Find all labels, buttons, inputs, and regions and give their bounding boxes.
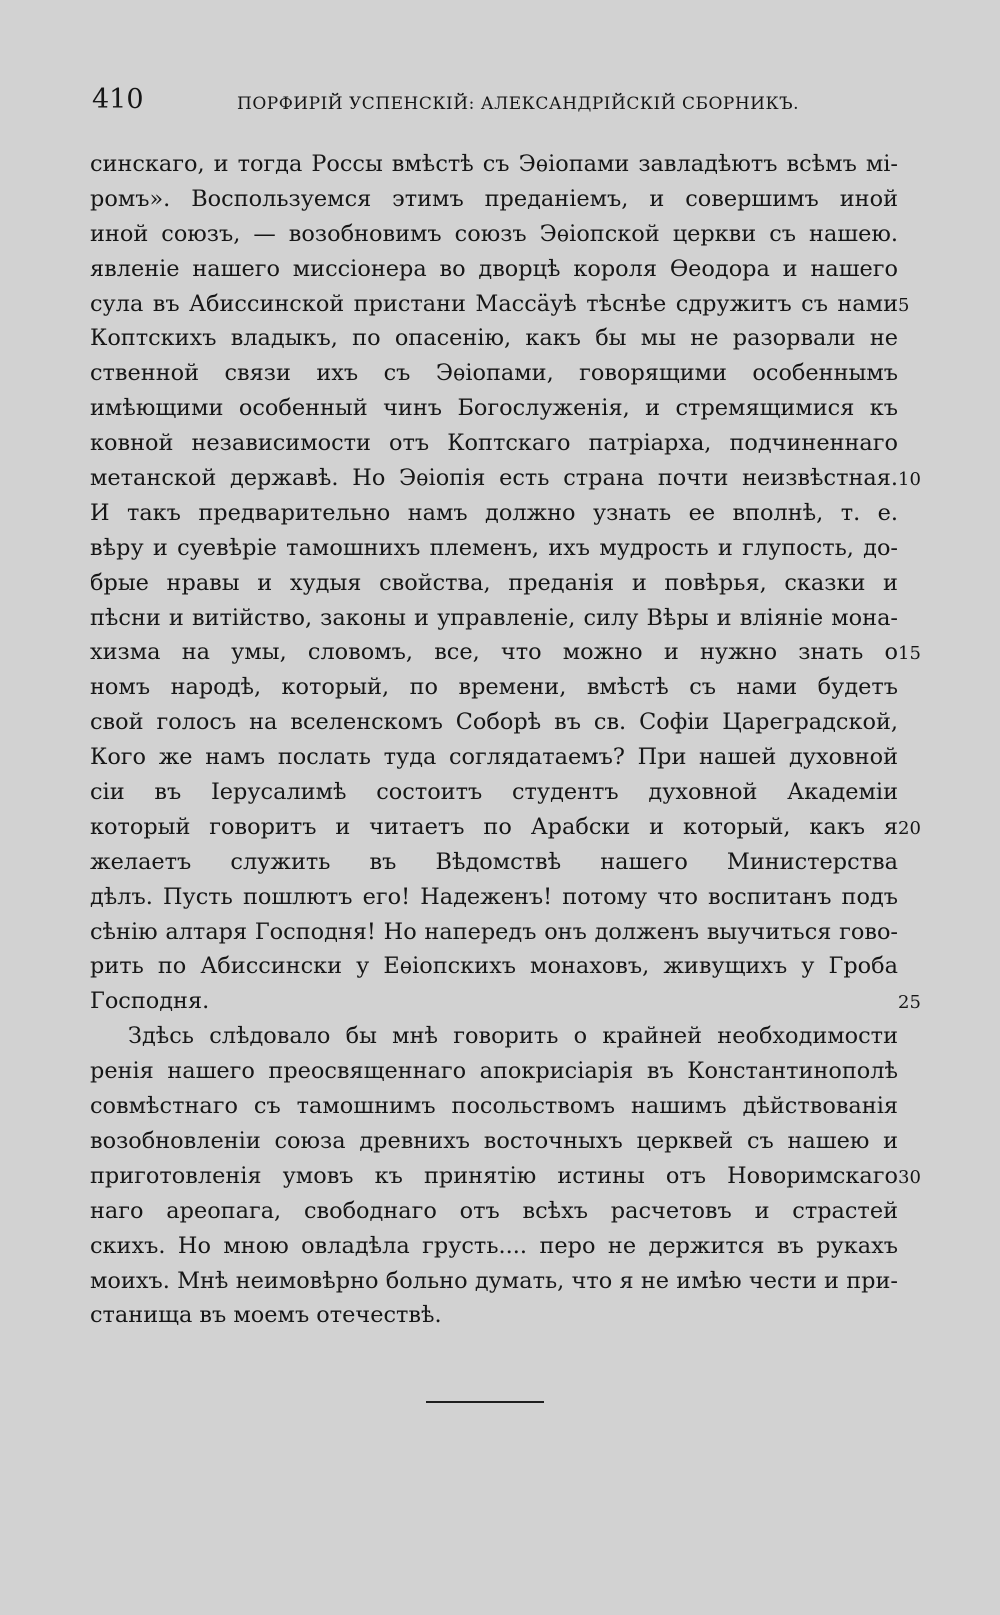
text-line <box>90 810 921 845</box>
text-line <box>90 949 898 984</box>
running-title: ПОРФИРІЙ УСПЕНСКІЙ: АЛЕКСАНДРІЙСКІЙ СБОРНИКЪ. <box>237 94 800 114</box>
text-line <box>90 1124 898 1159</box>
text-line <box>90 426 898 461</box>
line-text: свой голосъ на вселенскомъ Соборѣ въ св. Софіи Цареградской, <box>90 709 898 736</box>
line-text: метанской державѣ. Но Эѳіопія есть страна почти неизвѣстная. <box>90 465 898 492</box>
page-header <box>0 80 1000 120</box>
text-line <box>90 740 898 775</box>
margin-line-number: 20 <box>898 817 921 839</box>
line-text: сѣнію алтаря Господня! Но напередъ онъ долженъ выучиться гово- <box>90 918 898 945</box>
text-line <box>90 1229 898 1264</box>
text-line <box>90 601 898 636</box>
text-line <box>90 670 898 705</box>
line-text: приготовленія умовъ къ принятію истины отъ Новоримскаго <box>90 1162 898 1189</box>
line-text: скихъ. Но мною овладѣла грусть.... перо не держится въ рукахъ <box>90 1232 898 1259</box>
line-text: дѣлъ. Пусть пошлютъ его! Надеженъ! потому что воспитанъ подъ <box>90 883 898 910</box>
line-text: рить по Абиссински у Еѳіопскихъ монаховъ, живущихъ у Гроба <box>90 953 898 980</box>
text-line <box>90 1264 898 1299</box>
text-line <box>90 635 921 670</box>
body-text <box>90 147 921 1333</box>
margin-line-number: 5 <box>898 294 910 316</box>
text-line <box>90 566 898 601</box>
text-line <box>90 775 898 810</box>
text-line <box>90 252 898 287</box>
text-line <box>90 531 898 566</box>
line-text: явленіе нашего миссіонера во дворцѣ короля Ѳеодора и нашего <box>90 255 898 282</box>
margin-line-number: 25 <box>898 992 921 1014</box>
line-text: ренія нашего преосвященнаго апокрисіарія въ Константинополѣ <box>90 1058 898 1085</box>
line-text: сіи въ Іерусалимѣ состоитъ студентъ духовной Академіи <box>90 779 898 806</box>
text-line <box>90 356 898 391</box>
line-text: Здѣсь слѣдовало бы мнѣ говорить о крайней необходимости <box>128 1023 898 1050</box>
line-text: ственной связи ихъ съ Эѳіопами, говорящими особеннымъ <box>90 360 898 387</box>
line-text: И такъ предварительно намъ должно узнать ее вполнѣ, т. е. <box>90 499 898 526</box>
line-text: ромъ». Воспользуемся этимъ преданіемъ, и совершимъ иной <box>90 185 898 212</box>
page-number: 410 <box>92 84 144 115</box>
text-line <box>90 287 910 322</box>
line-text: совмѣстнаго съ тамошнимъ посольствомъ нашимъ дѣйствованія <box>90 1093 898 1120</box>
text-line <box>90 321 898 356</box>
text-line <box>90 461 921 496</box>
line-text: ковной независимости отъ Коптскаго патріарха, подчиненнаго <box>90 430 898 457</box>
text-line <box>90 880 898 915</box>
end-rule <box>426 1401 544 1403</box>
text-line <box>90 705 898 740</box>
line-text: сула въ Абиссинской пристани Массäуѣ тѣснѣе сдружитъ съ нами <box>90 290 898 317</box>
text-line <box>90 1019 898 1054</box>
text-line <box>90 1298 898 1333</box>
line-text: хизма на умы, словомъ, все, что можно и нужно знать о <box>90 639 898 666</box>
text-line <box>90 915 898 950</box>
text-line <box>90 182 898 217</box>
text-line <box>90 147 898 182</box>
text-line <box>90 984 921 1019</box>
margin-line-number: 15 <box>898 643 921 665</box>
line-text: имѣющими особенный чинъ Богослуженія, и стремящимися къ <box>90 395 898 422</box>
line-text: Господня. <box>90 988 210 1015</box>
text-line <box>90 217 898 252</box>
line-text: станища въ моемъ отечествѣ. <box>90 1302 442 1329</box>
margin-line-number: 30 <box>898 1166 921 1188</box>
line-text: пѣсни и витійство, законы и управленіе, силу Вѣры и вліяніе мона- <box>90 604 898 631</box>
line-text: иной союзъ, — возобновимъ союзъ Эѳіопской церкви съ нашею. <box>90 220 898 247</box>
line-text: брые нравы и худыя свойства, преданія и повѣрья, сказки и <box>90 569 898 596</box>
line-text: Коптскихъ владыкъ, по опасенію, какъ бы мы не разорвали не <box>90 325 898 352</box>
line-text: синскаго, и тогда Россы вмѣстѣ съ Эѳіопами завладѣютъ всѣмъ мі- <box>90 151 898 177</box>
text-line <box>90 845 898 880</box>
line-text: наго ареопага, свободнаго отъ всѣхъ расчетовъ и страстей <box>90 1197 898 1224</box>
margin-line-number: 10 <box>898 469 921 491</box>
text-line <box>90 1194 898 1229</box>
text-line <box>90 1089 898 1124</box>
line-text: номъ народѣ, который, по времени, вмѣстѣ съ нами будетъ <box>90 674 898 701</box>
line-text: Кого же намъ послать туда соглядатаемъ? При нашей духовной <box>90 744 898 771</box>
line-text: возобновленіи союза древнихъ восточныхъ церквей съ нашею и <box>90 1127 898 1154</box>
line-text: желаетъ служить въ Вѣдомствѣ нашего Министерства <box>90 848 898 875</box>
text-line <box>90 1159 921 1194</box>
line-text: моихъ. Мнѣ неимовѣрно больно думать, что я не имѣю чести и при- <box>90 1267 898 1294</box>
text-line <box>90 1054 898 1089</box>
line-text: который говоритъ и читаетъ по Арабски и который, какъ я <box>90 813 898 840</box>
text-line <box>90 496 898 531</box>
text-line <box>90 391 898 426</box>
line-text: вѣру и суевѣріе тамошнихъ племенъ, ихъ мудрость и глупость, до- <box>90 534 898 561</box>
